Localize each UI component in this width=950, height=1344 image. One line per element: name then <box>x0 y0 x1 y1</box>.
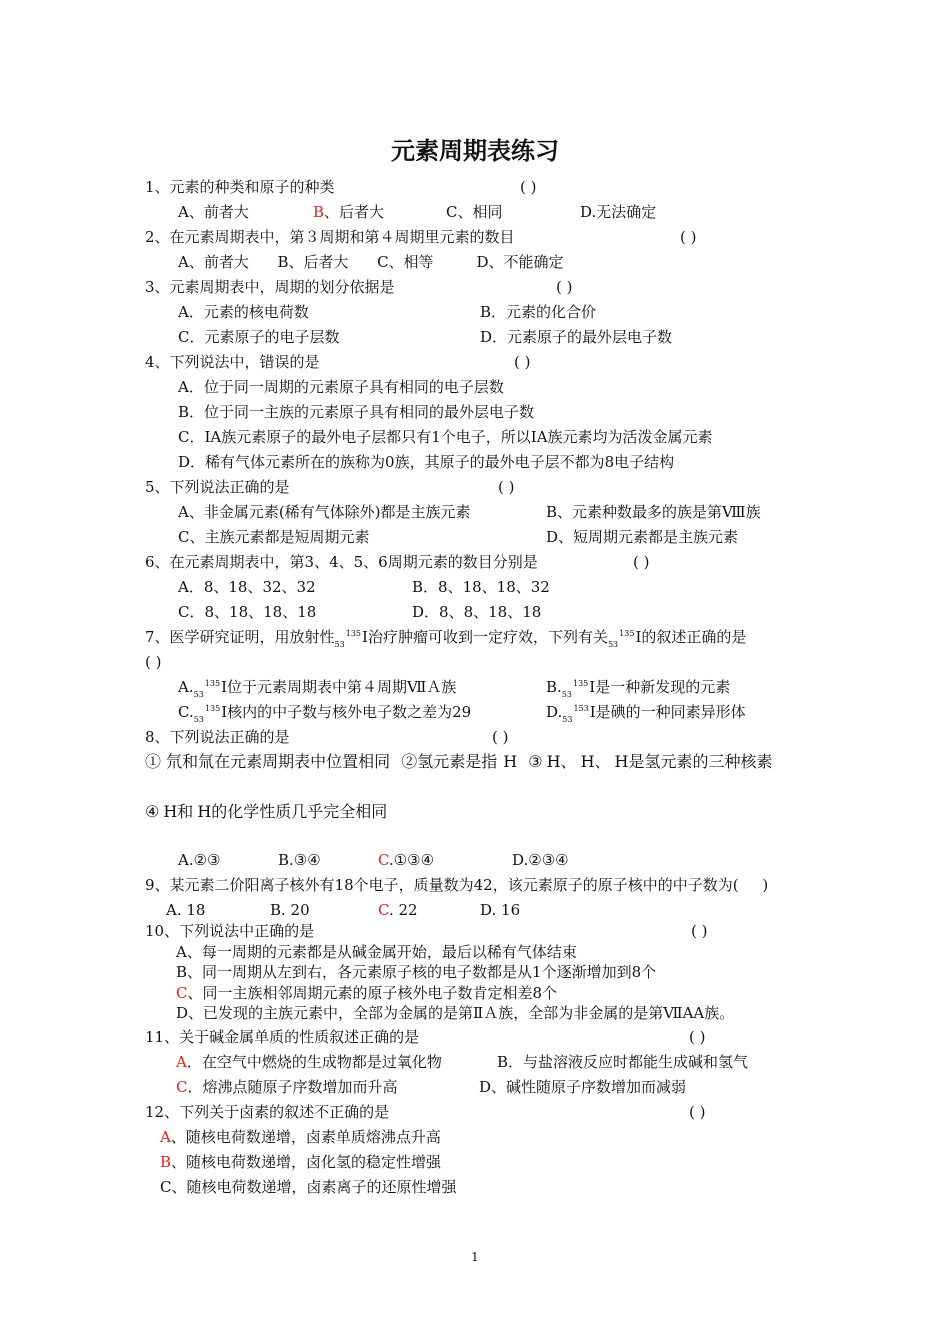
q3-option-d: D．元素原子的最外层电子数 <box>480 328 673 346</box>
q7-option-b: $B._{53}^{135}I$是一种新发现的元素 <box>546 678 731 699</box>
q8-statement-line2: ④ H和 H的化学性质几乎完全相同 <box>145 802 388 821</box>
q6-paren: ( ) <box>633 553 650 571</box>
q6-option-b: B．8、18、18、32 <box>412 578 550 596</box>
answer-mark: A <box>160 1128 171 1146</box>
q11-option-d: D、碱性随原子序数增加而减弱 <box>479 1078 687 1096</box>
q7-option-c: $C._{53}^{135}I$核内的中子数与核外电子数之差为29 <box>178 703 472 724</box>
q4-option-c: C．IA族元素原子的最外电子层都只有1个电子，所以IA族元素均为活泼金属元素 <box>178 428 713 446</box>
answer-mark: A <box>176 1053 187 1071</box>
q5-option-d: D、短周期元素都是主族元素 <box>546 528 739 546</box>
q12-option-b: B、随核电荷数递增，卤化氢的稳定性增强 <box>160 1153 442 1171</box>
q4-paren: ( ) <box>514 353 531 371</box>
q10-option-c: C、同一主族相邻周期元素的原子核外电子数肯定相差8个 <box>176 984 558 1002</box>
answer-mark: C <box>176 1078 188 1096</box>
q2-paren: ( ) <box>680 228 697 246</box>
q3-paren: ( ) <box>556 278 573 296</box>
q10-option-a: A、每一周期的元素都是从碱金属开始，最后以稀有气体结束 <box>176 943 577 961</box>
q12-option-c: C、随核电荷数递增，卤素离子的还原性增强 <box>160 1178 457 1196</box>
q1-option-b: B、后者大 <box>313 203 385 221</box>
q6-stem: 6、在元素周期表中，第3、4、5、6周期元素的数目分别是 <box>145 553 538 571</box>
q8-option-c: C.①③④ <box>378 851 435 869</box>
q8-option-b: B.③④ <box>278 851 321 869</box>
q11-option-a: A．在空气中燃烧的生成物都是过氧化物 <box>176 1053 442 1071</box>
q3-option-a: A．元素的核电荷数 <box>178 303 309 321</box>
q7-option-a: $A._{53}^{135}I$位于元素周期表中第４周期ⅦＡ族 <box>178 678 457 699</box>
q2-options: A、前者大 B、后者大 C、相等 D、不能确定 <box>178 253 564 271</box>
q7-stem: 7、医学研究证明，用放射性$_{53}^{135}$I治疗肿瘤可收到一定疗效，下列有关$_{53}^{135}$I的叙述正确的是 <box>145 628 747 649</box>
answer-mark: C <box>378 901 389 919</box>
q8-option-d: D.②③④ <box>512 851 569 869</box>
q5-stem: 5、下列说法正确的是 <box>145 478 290 496</box>
q3-option-b: B．元素的化合价 <box>480 303 597 321</box>
q8-statement-line1: ① 氘和氚在元素周期表中位置相同 ②氢元素是指 H ③ H、 H、 H是氢元素的三种核素 <box>145 752 773 771</box>
q4-stem: 4、下列说法中，错误的是 <box>145 353 320 371</box>
q9-option-a: A. 18 <box>166 901 206 919</box>
q4-option-a: A．位于同一周期的元素原子具有相同的电子层数 <box>178 378 504 396</box>
q12-paren: ( ) <box>689 1103 706 1121</box>
q5-paren: ( ) <box>498 478 515 496</box>
q5-option-a: A、非金属元素(稀有气体除外)都是主族元素 <box>178 503 471 521</box>
q11-stem: 11、关于碱金属单质的性质叙述正确的是 <box>145 1028 420 1046</box>
q12-option-a: A、随核电荷数递增，卤素单质熔沸点升高 <box>160 1128 441 1146</box>
answer-mark: B <box>160 1153 172 1171</box>
q7-option-d: $D._{53}^{153}I$是碘的一种同素异形体 <box>546 703 746 724</box>
q7-paren: ( ) <box>145 653 162 671</box>
q1-paren: ( ) <box>520 178 537 196</box>
q10-option-b: B、同一周期从左到右，各元素原子核的电子数都是从1个逐渐增加到8个 <box>176 963 657 981</box>
q6-option-c: C．8、18、18、18 <box>178 603 317 621</box>
q10-option-d: D、已发现的主族元素中，全部为金属的是第ⅡＡ族，全部为非金属的是第ⅦAA族。 <box>176 1004 735 1022</box>
q1-option-c: C、相同 <box>446 203 503 221</box>
q6-option-d: D．8、8、18、18 <box>412 603 542 621</box>
answer-mark: C <box>176 984 188 1002</box>
q9-option-c: C. 22 <box>378 901 418 919</box>
q6-option-a: A．8、18、32、32 <box>178 578 316 596</box>
q8-option-a: A.②③ <box>178 851 221 869</box>
q5-option-c: C、主族元素都是短周期元素 <box>178 528 370 546</box>
q3-option-c: C．元素原子的电子层数 <box>178 328 340 346</box>
q5-option-b: B、元素种数最多的族是第Ⅷ族 <box>546 503 761 521</box>
q12-stem: 12、下列关于卤素的叙述不正确的是 <box>145 1103 390 1121</box>
q4-option-b: B．位于同一主族的元素原子具有相同的最外层电子数 <box>178 403 535 421</box>
q9-option-b: B. 20 <box>270 901 310 919</box>
q11-option-b: B．与盐溶液反应时都能生成碱和氢气 <box>497 1053 749 1071</box>
q1-option-a: A、前者大 <box>178 203 249 221</box>
answer-mark: B <box>313 203 325 221</box>
q4-option-d: D．稀有气体元素所在的族称为0族，其原子的最外电子层不都为8电子结构 <box>178 453 675 471</box>
q1-stem: 1、元素的种类和原子的种类 <box>145 178 335 196</box>
q8-paren: ( ) <box>492 728 509 746</box>
q10-paren: ( ) <box>691 922 708 940</box>
page-number: 1 <box>471 1250 479 1264</box>
q9-option-d: D. 16 <box>480 901 521 919</box>
answer-mark: C <box>378 851 389 869</box>
q1-option-d: D.无法确定 <box>580 203 657 221</box>
q10-stem: 10、下列说法中正确的是 <box>145 922 315 940</box>
page-title: 元素周期表练习 <box>391 137 559 165</box>
q11-paren: ( ) <box>689 1028 706 1046</box>
q9-stem: 9、某元素二价阳离子核外有18个电子，质量数为42，该元素原子的原子核中的中子数为( ) <box>145 876 769 894</box>
q8-stem: 8、下列说法正确的是 <box>145 728 290 746</box>
q3-stem: 3、元素周期表中，周期的划分依据是 <box>145 278 395 296</box>
q11-option-c: C．熔沸点随原子序数增加而升高 <box>176 1078 398 1096</box>
q2-stem: 2、在元素周期表中，第３周期和第４周期里元素的数目 <box>145 228 515 246</box>
